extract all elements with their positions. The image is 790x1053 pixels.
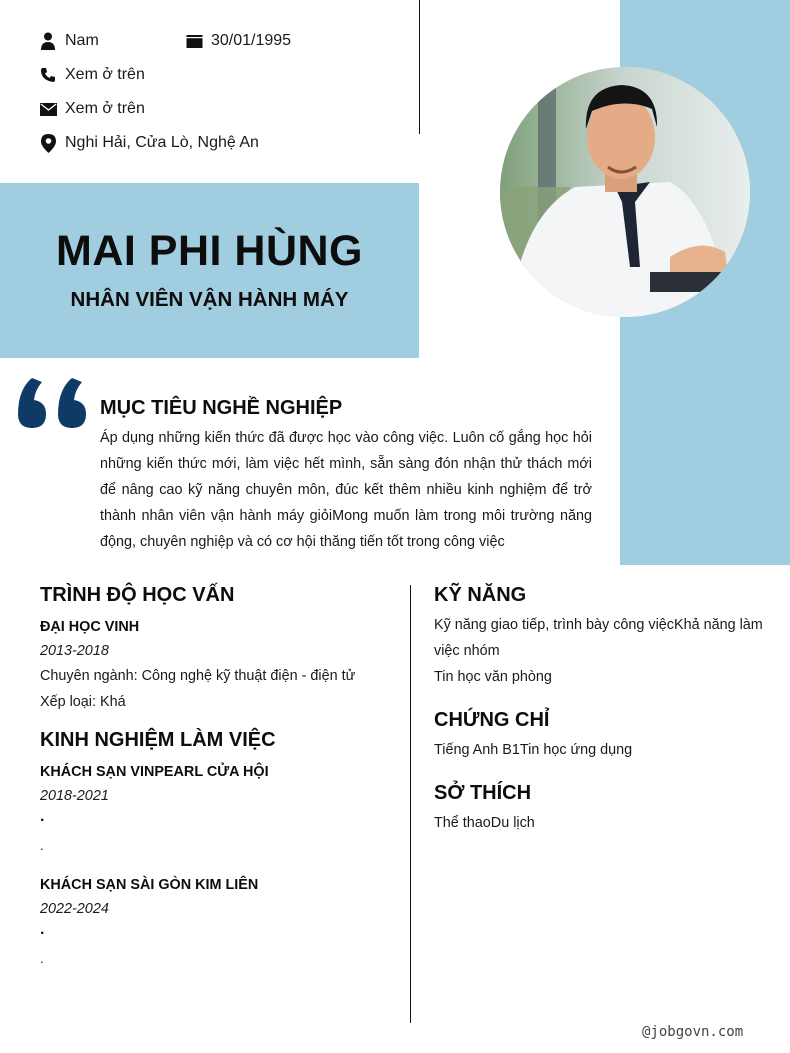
email-item [38,98,145,120]
skills-text-2: Tin học văn phòng [434,669,552,685]
hobbies-title: SỞ THÍCH [434,782,532,804]
gender-text: Nam [65,32,99,49]
phone-icon [38,65,58,85]
phone-text: Xem ở trên [65,66,145,83]
top-divider [419,0,420,134]
job-company: KHÁCH SẠN VINPEARL CỬA HỘI [40,764,269,780]
job-period: 2022-2024 [40,901,109,917]
education-period: 2013-2018 [40,643,109,659]
education-title: TRÌNH ĐỘ HỌC VẤN [40,584,235,606]
calendar-icon [184,31,204,51]
skills-text: Kỹ năng giao tiếp, trình bày công việcKhả năng làm việc nhóm [434,617,763,659]
job-bullet: . [40,808,45,825]
job-title: NHÂN VIÊN VẬN HÀNH MÁY [70,288,349,311]
job-bullet: . [40,838,44,853]
full-name: MAI PHI HÙNG [56,227,363,275]
email-text: Xem ở trên [65,100,145,117]
phone-item [38,64,145,86]
envelope-icon [38,99,58,119]
job-bullet: . [40,921,45,938]
watermark: @jobgovn.com [642,1024,744,1040]
job-bullet: . [40,951,44,966]
map-pin-icon [38,133,58,153]
hobbies-text: Thể thaoDu lịch [434,815,535,831]
education-major: Chuyên ngành: Công nghệ kỹ thuật điện - điện tử [40,668,356,684]
job-company: KHÁCH SẠN SÀI GÒN KIM LIÊN [40,877,259,893]
contact-info [38,30,418,170]
name-banner [0,183,419,358]
school-name: ĐẠI HỌC VINH [40,619,140,635]
certificates-title: CHỨNG CHỈ [434,709,550,731]
experience-title: KINH NGHIỆM LÀM VIỆC [40,729,276,751]
job-period: 2018-2021 [40,788,109,804]
profile-photo [500,67,750,317]
objective-text: Áp dụng những kiến thức đã được học vào công việc. Luôn cố gắng học hỏi những kiến thức mới, làm việc hết mình, sẵn sàng đón nhận thử thách mới để nâng cao kỹ năng chuyên môn, đúc kết thêm nhiều kinh nghiệm để trở thành nhân viên vận hành máy giỏiMong muốn làm trong môi trường năng động, chuyên nghiệp và có cơ hội thăng tiến tốt trong công việc [100,430,592,550]
column-divider [410,585,411,1023]
address-text: Nghi Hải, Cửa Lò, Nghệ An [65,134,259,151]
gender-item [38,30,99,52]
education-grade: Xếp loại: Khá [40,694,126,710]
person-icon [38,31,58,51]
skills-title: KỸ NĂNG [434,584,527,606]
birthdate-text: 30/01/1995 [211,32,292,49]
quote-icon [18,378,92,430]
objective-title: MỤC TIÊU NGHỀ NGHIỆP [100,397,343,419]
certificates-text: Tiếng Anh B1Tin học ứng dụng [434,742,633,758]
address-item [38,132,259,154]
birthdate-item [184,30,291,52]
